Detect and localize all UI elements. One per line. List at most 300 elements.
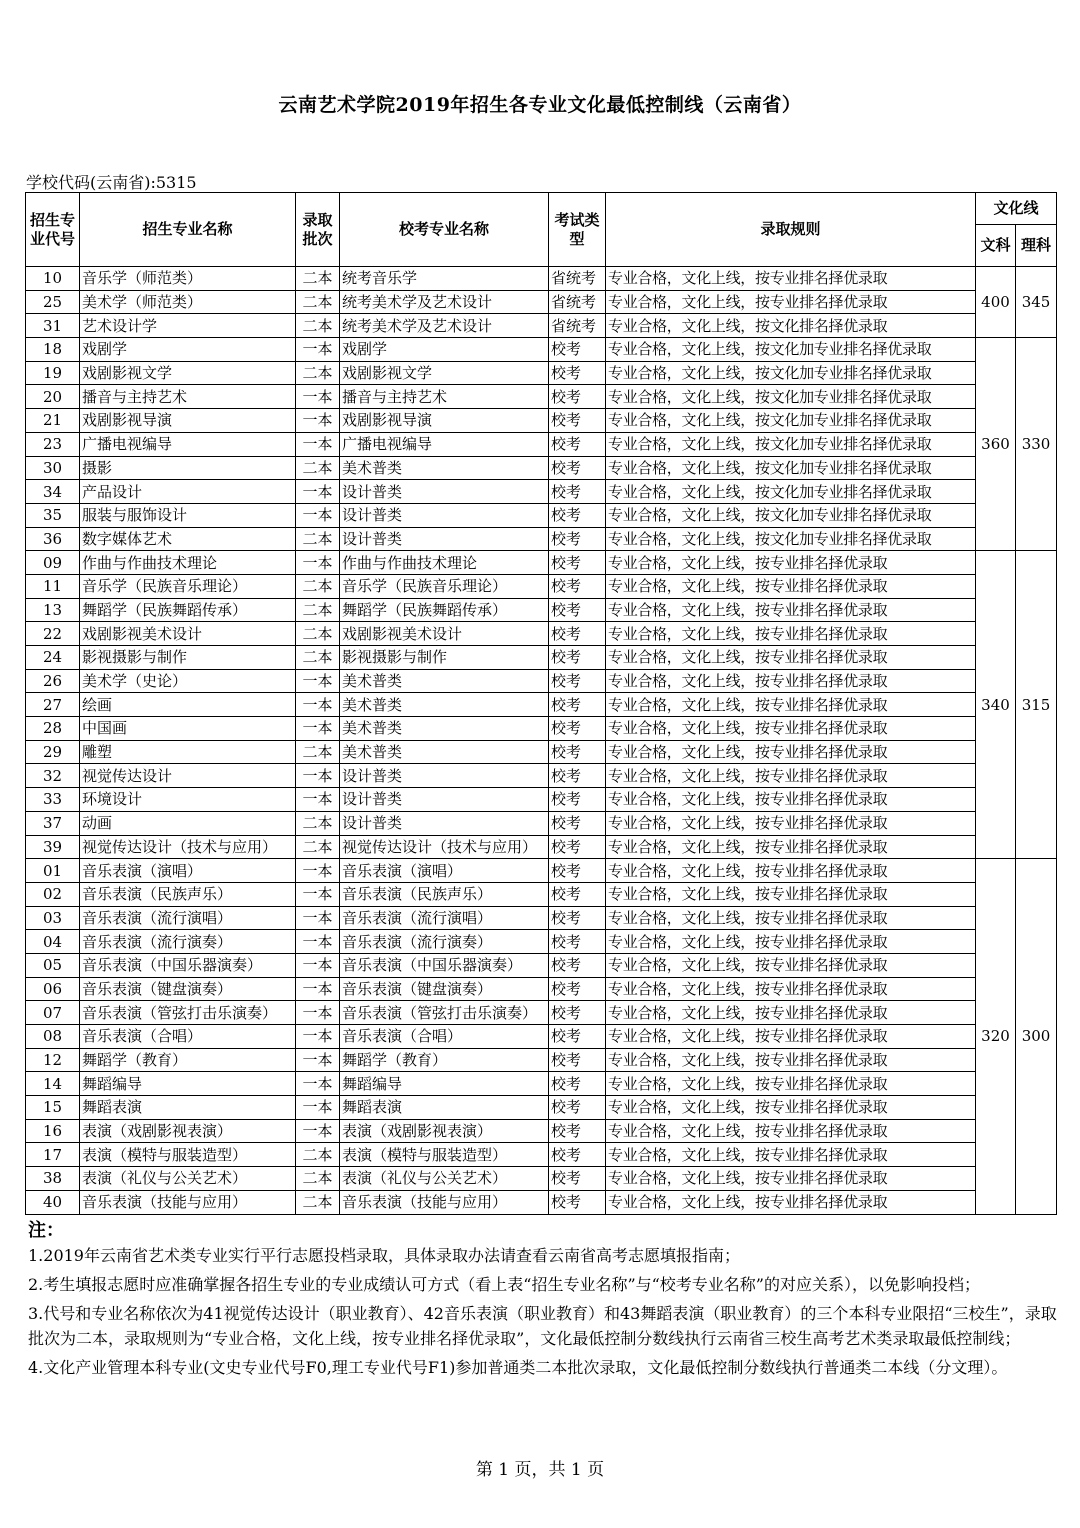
cell-exam-type: 校考	[549, 574, 606, 598]
cell-major: 戏剧影视文学	[80, 361, 296, 385]
cell-science-score: 330	[1016, 338, 1057, 551]
cell-rule: 专业合格，文化上线，按专业排名择优录取	[606, 717, 976, 741]
cell-exam-type: 校考	[549, 693, 606, 717]
table-row	[26, 977, 1057, 1001]
cell-major: 产品设计	[80, 480, 296, 504]
cell-exam-major: 美术普类	[340, 456, 549, 480]
cell-major: 音乐表演（流行演唱）	[80, 906, 296, 930]
cell-exam-major: 统考音乐学	[340, 267, 549, 291]
cell-rule: 专业合格，文化上线，按专业排名择优录取	[606, 1143, 976, 1167]
cell-rule: 专业合格，文化上线，按文化加专业排名择优录取	[606, 527, 976, 551]
cell-batch: 一本	[296, 551, 340, 575]
cell-code: 20	[26, 385, 80, 409]
table-row	[26, 1119, 1057, 1143]
cell-code: 36	[26, 527, 80, 551]
cell-batch: 一本	[296, 1025, 340, 1049]
cell-batch: 二本	[296, 267, 340, 291]
table-row	[26, 456, 1057, 480]
cell-code: 01	[26, 859, 80, 883]
cell-code: 08	[26, 1025, 80, 1049]
cell-science-score: 345	[1016, 267, 1057, 338]
cell-exam-major: 美术普类	[340, 740, 549, 764]
table-row	[26, 811, 1057, 835]
cell-batch: 一本	[296, 1072, 340, 1096]
header-batch: 录取批次	[296, 193, 340, 267]
cell-major: 中国画	[80, 717, 296, 741]
cell-major: 音乐表演（中国乐器演奏）	[80, 953, 296, 977]
cell-rule: 专业合格，文化上线，按专业排名择优录取	[606, 1025, 976, 1049]
cell-rule: 专业合格，文化上线，按专业排名择优录取	[606, 551, 976, 575]
cell-batch: 一本	[296, 930, 340, 954]
cell-rule: 专业合格，文化上线，按专业排名择优录取	[606, 740, 976, 764]
cell-exam-type: 校考	[549, 717, 606, 741]
cell-rule: 专业合格，文化上线，按文化加专业排名择优录取	[606, 385, 976, 409]
cell-batch: 二本	[296, 646, 340, 670]
table-row	[26, 574, 1057, 598]
table-row	[26, 1143, 1057, 1167]
table-row	[26, 1190, 1057, 1214]
cell-code: 06	[26, 977, 80, 1001]
cell-exam-type: 校考	[549, 527, 606, 551]
table-row	[26, 740, 1057, 764]
cell-code: 33	[26, 788, 80, 812]
cell-exam-type: 校考	[549, 598, 606, 622]
cell-exam-major: 广播电视编导	[340, 432, 549, 456]
note-item: 4.文化产业管理本科专业(文史专业代号F0,理工专业代号F1)参加普通类二本批次录取，文化最低控制分数线执行普通类二本线（分文理）。	[28, 1358, 1008, 1377]
cell-exam-type: 校考	[549, 1143, 606, 1167]
cell-rule: 专业合格，文化上线，按专业排名择优录取	[606, 290, 976, 314]
cell-batch: 二本	[296, 1190, 340, 1214]
cell-major: 摄影	[80, 456, 296, 480]
cell-exam-type: 校考	[549, 1072, 606, 1096]
cell-exam-major: 戏剧影视文学	[340, 361, 549, 385]
table-row	[26, 361, 1057, 385]
cell-code: 32	[26, 764, 80, 788]
table-row	[26, 882, 1057, 906]
cell-exam-major: 戏剧影视美术设计	[340, 622, 549, 646]
table-row	[26, 859, 1057, 883]
table-row	[26, 622, 1057, 646]
cell-exam-type: 校考	[549, 953, 606, 977]
cell-rule: 专业合格，文化上线，按文化加专业排名择优录取	[606, 432, 976, 456]
cell-batch: 一本	[296, 503, 340, 527]
cell-rule: 专业合格，文化上线，按专业排名择优录取	[606, 788, 976, 812]
table-row	[26, 1072, 1057, 1096]
cell-rule: 专业合格，文化上线，按专业排名择优录取	[606, 811, 976, 835]
cell-rule: 专业合格，文化上线，按专业排名择优录取	[606, 693, 976, 717]
cell-batch: 一本	[296, 764, 340, 788]
cell-major: 作曲与作曲技术理论	[80, 551, 296, 575]
cell-code: 23	[26, 432, 80, 456]
cell-batch: 二本	[296, 811, 340, 835]
cell-exam-type: 省统考	[549, 314, 606, 338]
cell-batch: 一本	[296, 1001, 340, 1025]
cell-exam-major: 音乐表演（流行演唱）	[340, 906, 549, 930]
cell-batch: 一本	[296, 953, 340, 977]
cell-rule: 专业合格，文化上线，按专业排名择优录取	[606, 835, 976, 859]
cell-major: 视觉传达设计	[80, 764, 296, 788]
cell-batch: 二本	[296, 598, 340, 622]
cell-rule: 专业合格，文化上线，按专业排名择优录取	[606, 1167, 976, 1191]
cell-code: 09	[26, 551, 80, 575]
cell-code: 25	[26, 290, 80, 314]
cell-code: 31	[26, 314, 80, 338]
table-row	[26, 314, 1057, 338]
cell-exam-major: 播音与主持艺术	[340, 385, 549, 409]
cell-rule: 专业合格，文化上线，按专业排名择优录取	[606, 646, 976, 670]
cell-exam-type: 校考	[549, 1167, 606, 1191]
cell-rule: 专业合格，文化上线，按文化加专业排名择优录取	[606, 456, 976, 480]
cell-exam-major: 影视摄影与制作	[340, 646, 549, 670]
cell-exam-major: 作曲与作曲技术理论	[340, 551, 549, 575]
cell-rule: 专业合格，文化上线，按专业排名择优录取	[606, 764, 976, 788]
cell-batch: 一本	[296, 906, 340, 930]
cell-rule: 专业合格，文化上线，按专业排名择优录取	[606, 1072, 976, 1096]
cell-batch: 一本	[296, 338, 340, 362]
cell-code: 22	[26, 622, 80, 646]
cell-exam-major: 设计普类	[340, 764, 549, 788]
cell-exam-type: 省统考	[549, 290, 606, 314]
cell-major: 音乐学（民族音乐理论）	[80, 574, 296, 598]
cell-major: 表演（礼仪与公关艺术）	[80, 1167, 296, 1191]
cell-exam-type: 校考	[549, 882, 606, 906]
cell-major: 绘画	[80, 693, 296, 717]
cell-exam-type: 校考	[549, 456, 606, 480]
note-item: 1.2019年云南省艺术类专业实行平行志愿投档录取，具体录取办法请查看云南省高考志愿填报指南；	[28, 1246, 740, 1265]
cell-exam-type: 校考	[549, 977, 606, 1001]
cell-rule: 专业合格，文化上线，按专业排名择优录取	[606, 1190, 976, 1214]
cell-rule: 专业合格，文化上线，按文化加专业排名择优录取	[606, 361, 976, 385]
cell-exam-type: 校考	[549, 930, 606, 954]
cell-major: 音乐表演（演唱）	[80, 859, 296, 883]
cell-exam-major: 舞蹈学（教育）	[340, 1048, 549, 1072]
cell-exam-type: 校考	[549, 1048, 606, 1072]
cell-major: 美术学（师范类）	[80, 290, 296, 314]
cell-exam-type: 校考	[549, 669, 606, 693]
cell-major: 舞蹈表演	[80, 1096, 296, 1120]
cell-code: 39	[26, 835, 80, 859]
cell-rule: 专业合格，文化上线，按专业排名择优录取	[606, 622, 976, 646]
table-row	[26, 409, 1057, 433]
header-exam-major: 校考专业名称	[340, 193, 549, 267]
cell-major: 服装与服饰设计	[80, 503, 296, 527]
cell-code: 28	[26, 717, 80, 741]
header-code: 招生专业代号	[26, 193, 80, 267]
table-row	[26, 290, 1057, 314]
cell-batch: 一本	[296, 432, 340, 456]
cell-exam-major: 统考美术学及艺术设计	[340, 314, 549, 338]
cell-code: 18	[26, 338, 80, 362]
header-exam-type: 考试类型	[549, 193, 606, 267]
cell-exam-major: 设计普类	[340, 480, 549, 504]
cell-exam-type: 校考	[549, 551, 606, 575]
cell-exam-major: 舞蹈学（民族舞蹈传承）	[340, 598, 549, 622]
table-row	[26, 267, 1057, 291]
cell-batch: 一本	[296, 1096, 340, 1120]
cell-exam-type: 校考	[549, 338, 606, 362]
cell-exam-type: 省统考	[549, 267, 606, 291]
cell-rule: 专业合格，文化上线，按专业排名择优录取	[606, 1096, 976, 1120]
cell-exam-type: 校考	[549, 646, 606, 670]
cell-code: 05	[26, 953, 80, 977]
cell-code: 26	[26, 669, 80, 693]
cell-exam-major: 表演（礼仪与公关艺术）	[340, 1167, 549, 1191]
cell-exam-type: 校考	[549, 480, 606, 504]
cell-exam-type: 校考	[549, 1190, 606, 1214]
table-row	[26, 551, 1057, 575]
cell-exam-type: 校考	[549, 1096, 606, 1120]
note-item: 2.考生填报志愿时应准确掌握各招生专业的专业成绩认可方式（看上表“招生专业名称”与“校考专业名称”的对应关系），以免影响投档；	[28, 1275, 980, 1294]
cell-exam-major: 音乐学（民族音乐理论）	[340, 574, 549, 598]
cell-batch: 一本	[296, 1048, 340, 1072]
cell-rule: 专业合格，文化上线，按文化排名择优录取	[606, 314, 976, 338]
cell-exam-type: 校考	[549, 503, 606, 527]
cell-rule: 专业合格，文化上线，按专业排名择优录取	[606, 977, 976, 1001]
cell-batch: 二本	[296, 456, 340, 480]
cell-exam-major: 音乐表演（民族声乐）	[340, 882, 549, 906]
cell-major: 舞蹈学（民族舞蹈传承）	[80, 598, 296, 622]
cell-exam-type: 校考	[549, 835, 606, 859]
cell-batch: 一本	[296, 409, 340, 433]
cell-batch: 一本	[296, 1119, 340, 1143]
cell-major: 音乐表演（流行演奏）	[80, 930, 296, 954]
cell-exam-major: 视觉传达设计（技术与应用）	[340, 835, 549, 859]
cell-batch: 二本	[296, 290, 340, 314]
cell-major: 视觉传达设计（技术与应用）	[80, 835, 296, 859]
cell-rule: 专业合格，文化上线，按专业排名择优录取	[606, 953, 976, 977]
cell-code: 03	[26, 906, 80, 930]
cell-batch: 二本	[296, 361, 340, 385]
notes	[28, 1218, 1058, 1384]
cell-exam-type: 校考	[549, 622, 606, 646]
cell-batch: 二本	[296, 314, 340, 338]
cell-rule: 专业合格，文化上线，按专业排名择优录取	[606, 882, 976, 906]
cell-code: 16	[26, 1119, 80, 1143]
cell-code: 10	[26, 267, 80, 291]
table-row	[26, 338, 1057, 362]
cell-exam-major: 统考美术学及艺术设计	[340, 290, 549, 314]
table-row	[26, 385, 1057, 409]
cell-code: 40	[26, 1190, 80, 1214]
cell-rule: 专业合格，文化上线，按文化加专业排名择优录取	[606, 409, 976, 433]
cell-major: 音乐表演（技能与应用）	[80, 1190, 296, 1214]
cell-rule: 专业合格，文化上线，按专业排名择优录取	[606, 1119, 976, 1143]
cell-exam-major: 设计普类	[340, 788, 549, 812]
cell-code: 04	[26, 930, 80, 954]
cell-exam-major: 音乐表演（演唱）	[340, 859, 549, 883]
table-row	[26, 527, 1057, 551]
cell-rule: 专业合格，文化上线，按专业排名择优录取	[606, 1001, 976, 1025]
cell-exam-type: 校考	[549, 385, 606, 409]
cell-exam-major: 表演（戏剧影视表演）	[340, 1119, 549, 1143]
cell-exam-major: 美术普类	[340, 669, 549, 693]
cell-batch: 二本	[296, 527, 340, 551]
cell-major: 舞蹈编导	[80, 1072, 296, 1096]
cell-major: 戏剧学	[80, 338, 296, 362]
cell-code: 30	[26, 456, 80, 480]
cell-rule: 专业合格，文化上线，按专业排名择优录取	[606, 267, 976, 291]
cell-code: 24	[26, 646, 80, 670]
cell-code: 15	[26, 1096, 80, 1120]
cell-major: 播音与主持艺术	[80, 385, 296, 409]
cell-exam-type: 校考	[549, 1001, 606, 1025]
cell-arts-score: 400	[976, 267, 1016, 338]
cell-code: 11	[26, 574, 80, 598]
cell-batch: 一本	[296, 859, 340, 883]
cell-rule: 专业合格，文化上线，按文化加专业排名择优录取	[606, 503, 976, 527]
cell-rule: 专业合格，文化上线，按专业排名择优录取	[606, 669, 976, 693]
cell-major: 广播电视编导	[80, 432, 296, 456]
cell-exam-type: 校考	[549, 788, 606, 812]
cell-major: 音乐表演（合唱）	[80, 1025, 296, 1049]
cell-major: 雕塑	[80, 740, 296, 764]
cell-code: 19	[26, 361, 80, 385]
cell-code: 07	[26, 1001, 80, 1025]
table-row	[26, 432, 1057, 456]
table-row	[26, 717, 1057, 741]
table-row	[26, 953, 1057, 977]
cell-exam-type: 校考	[549, 859, 606, 883]
cell-exam-type: 校考	[549, 1119, 606, 1143]
cell-exam-major: 戏剧学	[340, 338, 549, 362]
cell-exam-major: 戏剧影视导演	[340, 409, 549, 433]
cell-major: 音乐学（师范类）	[80, 267, 296, 291]
cell-batch: 二本	[296, 1167, 340, 1191]
cell-code: 17	[26, 1143, 80, 1167]
table-row	[26, 1048, 1057, 1072]
header-major: 招生专业名称	[80, 193, 296, 267]
cell-exam-major: 音乐表演（流行演奏）	[340, 930, 549, 954]
table-row	[26, 669, 1057, 693]
table-row	[26, 764, 1057, 788]
cell-exam-major: 舞蹈表演	[340, 1096, 549, 1120]
cell-batch: 一本	[296, 480, 340, 504]
table-body	[26, 267, 1057, 1215]
header-arts: 文科	[976, 225, 1016, 267]
cell-major: 戏剧影视导演	[80, 409, 296, 433]
cell-code: 38	[26, 1167, 80, 1191]
cell-major: 表演（模特与服装造型）	[80, 1143, 296, 1167]
cell-code: 21	[26, 409, 80, 433]
header-rule: 录取规则	[606, 193, 976, 267]
cell-major: 音乐表演（管弦打击乐演奏）	[80, 1001, 296, 1025]
header-science: 理科	[1016, 225, 1057, 267]
cell-rule: 专业合格，文化上线，按专业排名择优录取	[606, 574, 976, 598]
cell-code: 35	[26, 503, 80, 527]
table-row	[26, 503, 1057, 527]
cell-code: 02	[26, 882, 80, 906]
cell-batch: 一本	[296, 882, 340, 906]
cell-batch: 二本	[296, 1143, 340, 1167]
table-row	[26, 1096, 1057, 1120]
cell-code: 37	[26, 811, 80, 835]
table-row	[26, 646, 1057, 670]
cell-major: 音乐表演（键盘演奏）	[80, 977, 296, 1001]
table-row	[26, 906, 1057, 930]
cell-code: 14	[26, 1072, 80, 1096]
cell-batch: 二本	[296, 740, 340, 764]
table-row	[26, 693, 1057, 717]
cell-exam-major: 美术普类	[340, 693, 549, 717]
cell-code: 12	[26, 1048, 80, 1072]
cell-batch: 一本	[296, 977, 340, 1001]
cell-major: 音乐表演（民族声乐）	[80, 882, 296, 906]
cell-batch: 二本	[296, 835, 340, 859]
cell-major: 环境设计	[80, 788, 296, 812]
note-item: 3.代号和专业名称依次为41视觉传达设计（职业教育）、42音乐表演（职业教育）和43舞蹈表演（职业教育）的三个本科专业限招“三校生”，录取批次为二本，录取规则为“专业合格，文化上线，按专业排名择优录取”，文化最低控制分数线执行云南省三校生高考艺术类录取最低控制线；	[28, 1304, 1057, 1348]
cell-major: 戏剧影视美术设计	[80, 622, 296, 646]
cell-exam-major: 设计普类	[340, 503, 549, 527]
cell-batch: 一本	[296, 669, 340, 693]
cell-rule: 专业合格，文化上线，按专业排名择优录取	[606, 930, 976, 954]
cell-exam-major: 音乐表演（管弦打击乐演奏）	[340, 1001, 549, 1025]
table-row	[26, 480, 1057, 504]
cell-exam-major: 设计普类	[340, 811, 549, 835]
cell-batch: 二本	[296, 622, 340, 646]
cell-rule: 专业合格，文化上线，按文化加专业排名择优录取	[606, 338, 976, 362]
table-row	[26, 1025, 1057, 1049]
page-footer: 第 1 页，共 1 页	[475, 1460, 605, 1480]
cell-exam-major: 表演（模特与服装造型）	[340, 1143, 549, 1167]
cell-exam-type: 校考	[549, 811, 606, 835]
header-culture-line: 文化线	[976, 193, 1057, 225]
cell-batch: 一本	[296, 788, 340, 812]
cell-major: 表演（戏剧影视表演）	[80, 1119, 296, 1143]
notes-heading: 注：	[28, 1220, 64, 1241]
table-row	[26, 835, 1057, 859]
cell-code: 29	[26, 740, 80, 764]
cell-exam-major: 设计普类	[340, 527, 549, 551]
cell-major: 影视摄影与制作	[80, 646, 296, 670]
cell-exam-major: 音乐表演（键盘演奏）	[340, 977, 549, 1001]
cell-exam-type: 校考	[549, 764, 606, 788]
cell-batch: 一本	[296, 717, 340, 741]
cell-exam-major: 舞蹈编导	[340, 1072, 549, 1096]
score-table	[25, 192, 1057, 1215]
cell-code: 13	[26, 598, 80, 622]
cell-rule: 专业合格，文化上线，按专业排名择优录取	[606, 598, 976, 622]
cell-rule: 专业合格，文化上线，按专业排名择优录取	[606, 1048, 976, 1072]
table-row	[26, 1167, 1057, 1191]
cell-science-score: 315	[1016, 551, 1057, 859]
table-row	[26, 788, 1057, 812]
cell-rule: 专业合格，文化上线，按专业排名择优录取	[606, 859, 976, 883]
cell-batch: 一本	[296, 693, 340, 717]
cell-arts-score: 360	[976, 338, 1016, 551]
cell-code: 27	[26, 693, 80, 717]
cell-major: 数字媒体艺术	[80, 527, 296, 551]
cell-exam-type: 校考	[549, 409, 606, 433]
cell-exam-type: 校考	[549, 1025, 606, 1049]
table-row	[26, 930, 1057, 954]
cell-exam-major: 音乐表演（合唱）	[340, 1025, 549, 1049]
cell-exam-major: 音乐表演（技能与应用）	[340, 1190, 549, 1214]
cell-arts-score: 340	[976, 551, 1016, 859]
cell-major: 美术学（史论）	[80, 669, 296, 693]
cell-arts-score: 320	[976, 859, 1016, 1214]
cell-batch: 一本	[296, 385, 340, 409]
cell-exam-major: 音乐表演（中国乐器演奏）	[340, 953, 549, 977]
cell-major: 动画	[80, 811, 296, 835]
table-row	[26, 598, 1057, 622]
cell-major: 舞蹈学（教育）	[80, 1048, 296, 1072]
cell-exam-major: 美术普类	[340, 717, 549, 741]
cell-code: 34	[26, 480, 80, 504]
cell-major: 艺术设计学	[80, 314, 296, 338]
school-code: 学校代码(云南省):5315	[26, 173, 197, 192]
cell-exam-type: 校考	[549, 361, 606, 385]
page-title: 云南艺术学院2019年招生各专业文化最低控制线（云南省）	[278, 94, 802, 116]
